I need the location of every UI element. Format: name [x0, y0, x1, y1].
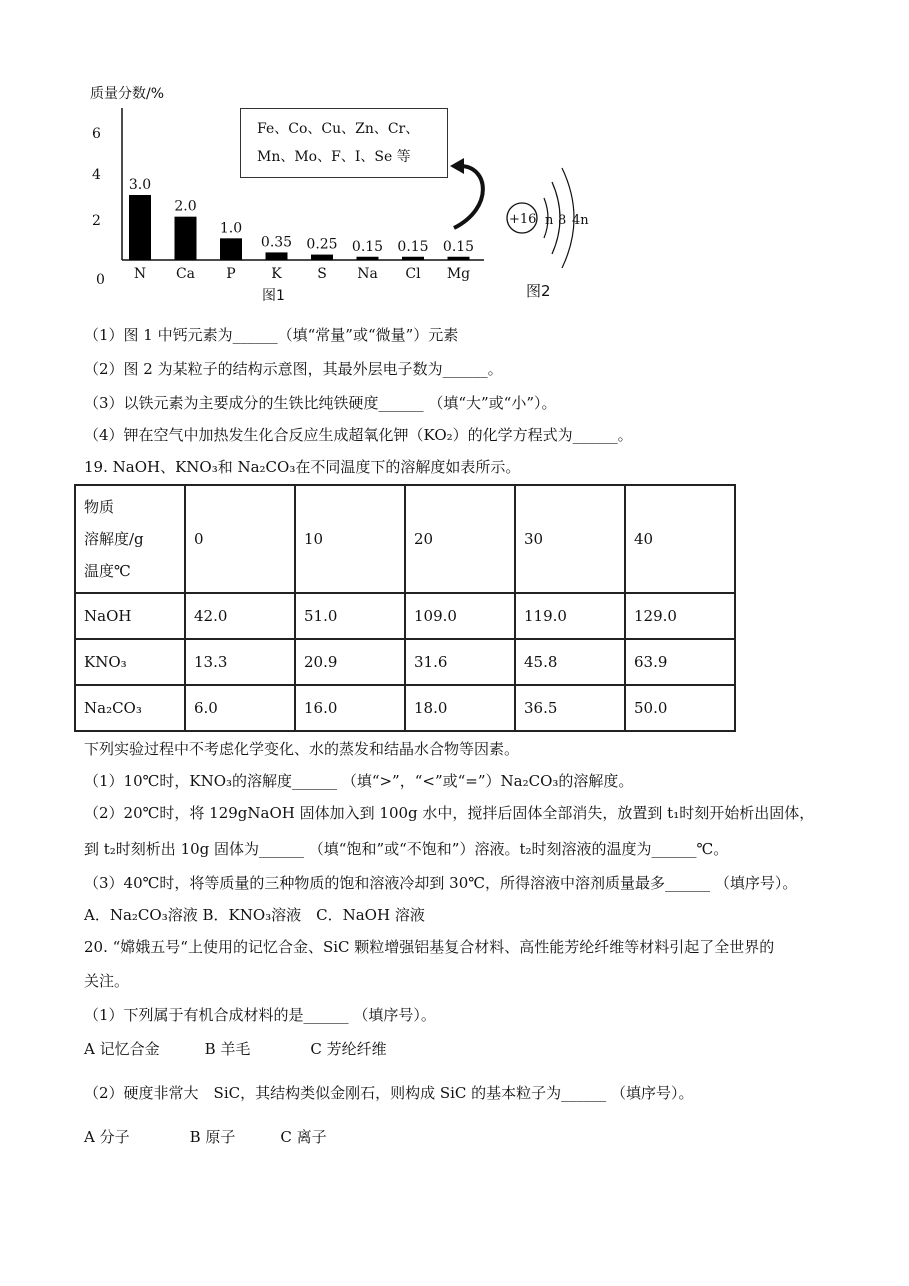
q20-stem-line1: 20. “嫦娥五号“上使用的记忆合金、SiC 颗粒增强铝基复合材料、高性能芳纶纤维等材料引起了全世界的 [84, 938, 775, 956]
value-label-K: 0.35 [260, 234, 293, 251]
bar-N [129, 195, 151, 260]
cell: 18.0 [405, 685, 515, 731]
category-label-Ca: Ca [175, 266, 196, 282]
cell: 36.5 [515, 685, 625, 731]
header-solubility: 溶解度/g [84, 530, 144, 548]
q20-stem-line2: 关注。 [84, 972, 130, 990]
value-label-Na: 0.15 [351, 238, 384, 255]
arrow-head [450, 158, 464, 174]
temp-col-40: 40 [625, 485, 735, 593]
category-label-Na: Na [357, 266, 378, 282]
chart-ylabel: 质量分数/% [90, 86, 165, 102]
q18-part1: （1）图 1 中钙元素为______（填“常量”或“微量”）元素 [84, 326, 459, 344]
trace-elements-box [240, 108, 448, 178]
temp-col-0: 0 [185, 485, 295, 593]
cell: 51.0 [295, 593, 405, 639]
q20-part1-options: A 记忆合金 B 羊毛 C 芳纶纤维 [84, 1040, 387, 1058]
bar-Cl [402, 257, 424, 260]
row-name: KNO₃ [75, 639, 185, 685]
bar-P [220, 238, 242, 260]
bar-Na [357, 257, 379, 260]
cell: 13.3 [185, 639, 295, 685]
figure-2-caption: 图2 [526, 282, 551, 300]
figure-1-caption: 图1 [262, 288, 285, 304]
q19-part3: （3）40℃时，将等质量的三种物质的饱和溶液冷却到 30℃，所得溶液中溶剂质量最多______ （填序号）。 [84, 874, 798, 892]
shell-3-electrons: 4n [572, 213, 589, 228]
table-header-cell [75, 485, 185, 593]
category-label-Cl: Cl [405, 266, 421, 282]
nucleus-charge: +16 [509, 212, 537, 227]
value-label-Cl: 0.15 [397, 238, 429, 255]
header-temperature: 温度℃ [84, 562, 131, 580]
value-label-Mg: 0.15 [442, 238, 475, 255]
cell: 50.0 [625, 685, 735, 731]
q18-part4: （4）钾在空气中加热发生化合反应生成超氧化钾（KO₂）的化学方程式为______。 [84, 426, 633, 444]
table-row [75, 593, 735, 639]
y-tick-4: 4 [92, 167, 101, 183]
cell: 129.0 [625, 593, 735, 639]
q20-part2-options: A 分子 B 原子 C 离子 [84, 1128, 327, 1146]
q18-part3: （3）以铁元素为主要成分的生铁比纯铁硬度______ （填“大”或“小”）。 [84, 394, 557, 412]
cell: 119.0 [515, 593, 625, 639]
y-tick-0: 0 [96, 272, 105, 288]
table-row [75, 639, 735, 685]
bars-group [129, 177, 474, 282]
trace-elements-line-1: Fe、Co、Cu、Zn、Cr、 [257, 121, 420, 137]
category-label-Mg: Mg [446, 266, 471, 282]
cell: 31.6 [405, 639, 515, 685]
shell-1-electrons: n [545, 213, 554, 228]
q20-part2: （2）硬度非常大 SiC，其结构类似金刚石，则构成 SiC 的基本粒子为______ （填序号）。 [84, 1084, 694, 1102]
table-row [75, 685, 735, 731]
category-label-S: S [317, 266, 327, 282]
bar-S [311, 255, 333, 260]
cell: 109.0 [405, 593, 515, 639]
temp-col-10: 10 [295, 485, 405, 593]
value-label-N: 3.0 [128, 177, 152, 193]
bar-Ca [175, 217, 197, 260]
q19-stem: 19. NaOH、KNO₃和 Na₂CO₃在不同温度下的溶解度如表所示。 [84, 458, 521, 476]
y-tick-2: 2 [92, 213, 101, 229]
q19-part2-line2: 到 t₂时刻析出 10g 固体为______ （填“饱和”或“不饱和”）溶液。t₂时刻溶液的温度为______℃。 [84, 840, 729, 858]
trace-elements-line-2: Mn、Mo、F、I、Se 等 [257, 149, 411, 165]
cell: 6.0 [185, 685, 295, 731]
q19-part2-line1: （2）20℃时，将 129gNaOH 固体加入到 100g 水中，搅拌后固体全部消失，放置到 t₁时刻开始析出固体， [84, 804, 815, 822]
q18-part2: （2）图 2 为某粒子的结构示意图，其最外层电子数为______。 [84, 360, 503, 378]
curved-arrow [454, 166, 483, 228]
q19-note: 下列实验过程中不考虑化学变化、水的蒸发和结晶水合物等因素。 [84, 740, 520, 758]
q19-options: A．Na₂CO₃溶液 B．KNO₃溶液 C．NaOH 溶液 [84, 906, 425, 924]
category-label-N: N [133, 266, 147, 282]
temp-col-30: 30 [515, 485, 625, 593]
bar-K [266, 252, 288, 260]
atomic-structure-diagram [500, 160, 610, 300]
solubility-table [74, 484, 736, 732]
value-label-P: 1.0 [219, 220, 243, 237]
row-name: Na₂CO₃ [75, 685, 185, 731]
value-label-S: 0.25 [306, 236, 338, 253]
bar-Mg [448, 257, 470, 260]
q19-part1: （1）10℃时，KNO₃的溶解度______ （填“>”，“<”或“=”）Na₂CO₃的溶解度。 [84, 772, 634, 790]
cell: 16.0 [295, 685, 405, 731]
header-substance: 物质 [84, 498, 115, 516]
temp-col-20: 20 [405, 485, 515, 593]
cell: 20.9 [295, 639, 405, 685]
shell-2-electrons: 8 [558, 213, 567, 228]
cell: 42.0 [185, 593, 295, 639]
y-tick-6: 6 [92, 126, 101, 142]
cell: 63.9 [625, 639, 735, 685]
q20-part1: （1）下列属于有机合成材料的是______ （填序号）。 [84, 1006, 436, 1024]
category-label-K: K [271, 266, 282, 282]
cell: 45.8 [515, 639, 625, 685]
value-label-Ca: 2.0 [174, 198, 197, 215]
row-name: NaOH [75, 593, 185, 639]
category-label-P: P [226, 266, 236, 282]
